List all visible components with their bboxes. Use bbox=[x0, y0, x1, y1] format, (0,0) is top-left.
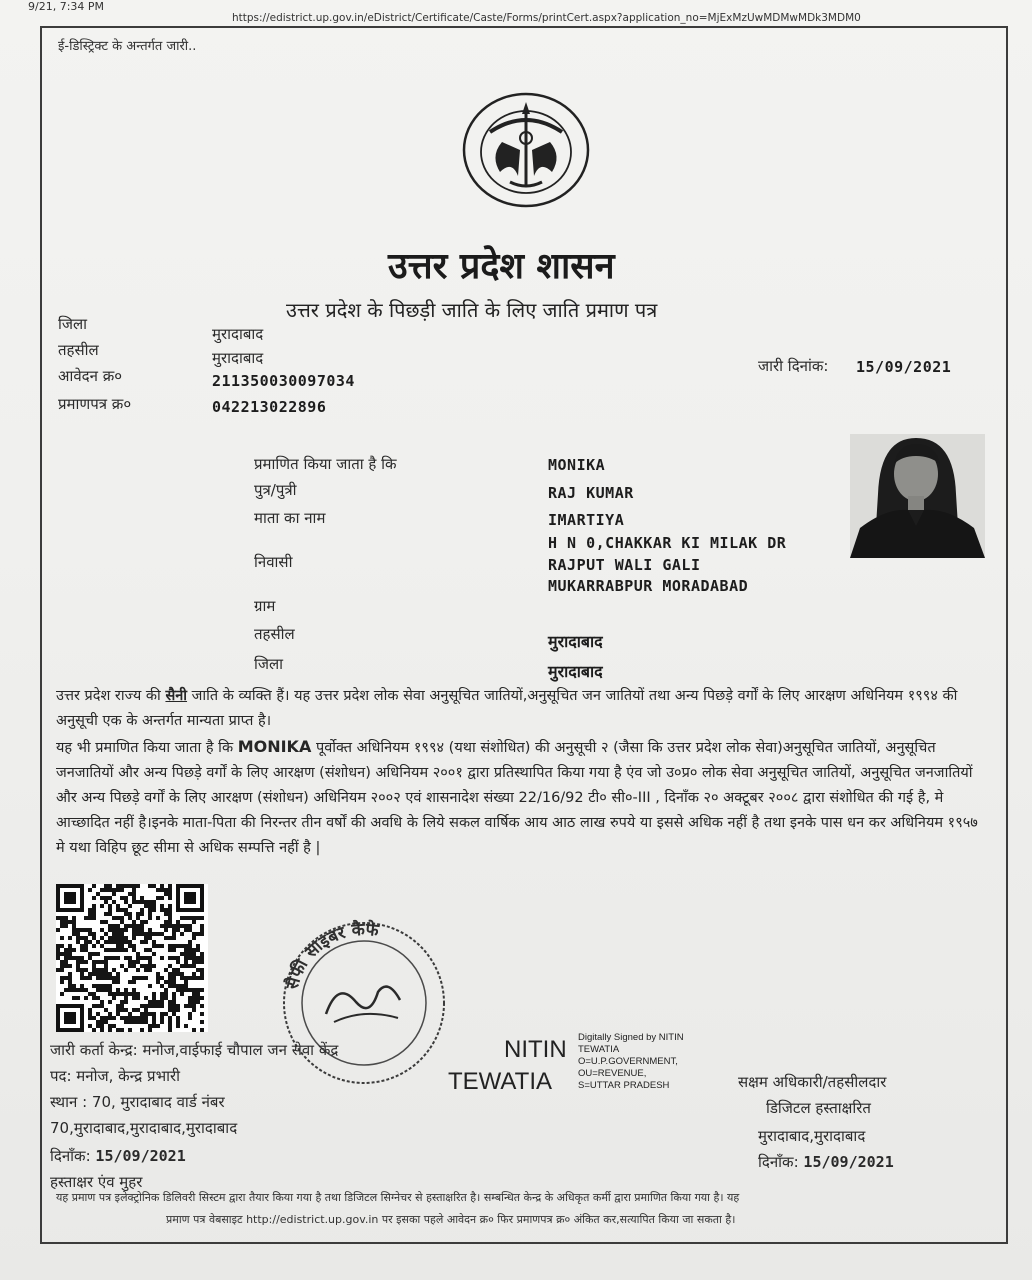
certificate-no-label: प्रमाणपत्र क्र० bbox=[58, 395, 132, 413]
issuer-place: स्थान : 70, मुरादाबाद वार्ड नंबर bbox=[50, 1093, 225, 1111]
officer-place: मुरादाबाद,मुरादाबाद bbox=[758, 1127, 866, 1145]
signature-detail-1: Digitally Signed by NITIN bbox=[578, 1032, 684, 1043]
signature-detail-2: TEWATIA bbox=[578, 1044, 620, 1055]
income-declaration-paragraph: यह भी प्रमाणित किया जाता है कि MONIKA पूर्वोक्त अधिनियम १९९४ (यथा संशोधित) की अनुसूची २ (जैसा कि उत्तर प्रदेश लोक सेवा)अनुसूचित जातियों, अनुसूचित जनजातियों और अन्य पिछड़े वर्गों के लिए आरक्षण (संशोधन) अधिनियम २००१ द्वारा प्रतिस्थापित किया गया है एंव जो उ०प्र० लोक सेवा अनुसूचित जातियों, अनुसूचित जनजातियों और अन्य पिछड़े वर्गों के लिए आरक्षण (संशोधन) अधिनियम २००२ एवं शासनादेश संख्या 22/16/92 टी० सी०-III , दिनाँक २० अक्टूबर २००८ द्वारा संशोधित की गई है, मे आच्छादित नहीं है।इनके माता-पिता की निरन्तर तीन वर्षों की अवधि के लिये सकल वार्षिक आय आठ लाख रुपये या इससे अधिक नहीं है तथा इनके पास धन कर अधिनियम १९५७ मे यथा विहिप छूट सीमा से अधिक सम्पत्ति नहीं है | bbox=[56, 737, 978, 856]
address-line-2: RAJPUT WALI GALI bbox=[548, 556, 701, 574]
print-timestamp: 9/21, 7:34 PM bbox=[28, 0, 105, 13]
certificate-no-value: 042213022896 bbox=[212, 398, 327, 416]
village-label: ग्राम bbox=[254, 597, 276, 615]
caste-declaration-paragraph: उत्तर प्रदेश राज्य की सैनी जाति के व्यक्ति हैं। यह उत्तर प्रदेश लोक सेवा अनुसूचित जातियों,अनुसूचित जन जातियों तथा अन्य पिछड़े वर्गों के लिए आरक्षण अधिनियम १९९४ की अनुसूची एक के अन्तर्गत मान्यता प्राप्त है। bbox=[56, 688, 958, 729]
officer-signed: डिजिटल हस्ताक्षरित bbox=[766, 1099, 871, 1117]
caste-name: सैनी bbox=[165, 688, 188, 704]
officer-date: दिनाँक: 15/09/2021 bbox=[758, 1153, 894, 1171]
applicant-photo bbox=[850, 434, 985, 558]
issuer-address: 70,मुरादाबाद,मुरादाबाद,मुरादाबाद bbox=[50, 1119, 238, 1137]
issuer-post: पद: मनोज, केन्द्र प्रभारी bbox=[50, 1067, 181, 1085]
mother-name: IMARTIYA bbox=[548, 511, 625, 529]
certified-label: प्रमाणित किया जाता है कि bbox=[254, 455, 397, 473]
issuer-center: जारी कर्ता केन्द्र: मनोज,वाईफाई चौपाल जन सेवा केंद्र bbox=[50, 1041, 339, 1059]
mother-label: माता का नाम bbox=[254, 509, 326, 527]
page-title: उत्तर प्रदेश शासन bbox=[388, 245, 615, 287]
details-tehsil-label: तहसील bbox=[254, 625, 295, 643]
address-line-3: MUKARRABPUR MORADABAD bbox=[548, 577, 749, 595]
signer-name-line-1: NITIN bbox=[504, 1036, 567, 1063]
footer-line-2: प्रमाण पत्र वेबसाइट http://edistrict.up.gov.in पर इसका पहले आवेदन क्र० फिर प्रमाणपत्र क्र० अंकित कर,सत्यापित किया जा सकता है। bbox=[166, 1213, 736, 1226]
print-url: https://edistrict.up.gov.in/eDistrict/Certificate/Caste/Forms/printCert.aspx?application_no=MjExMzUwMDMwMDk3MDM0 bbox=[232, 12, 861, 24]
district-label: जिला bbox=[58, 315, 88, 333]
details-tehsil-value: मुरादाबाद bbox=[548, 632, 603, 651]
address-line-1: H N 0,CHAKKAR KI MILAK DR bbox=[548, 534, 787, 552]
details-district-value: मुरादाबाद bbox=[548, 662, 603, 681]
footer-line-1: यह प्रमाण पत्र इलेक्ट्रोनिक डिलिवरी सिस्टम द्वारा तैयार किया गया है तथा डिजिटल सिग्नेचर से हस्ताक्षरित है। सम्बन्धित केन्द्र के अधिकृत कर्मी द्वारा प्रमाणित किया गया है। यह bbox=[56, 1191, 740, 1204]
tehsil-label: तहसील bbox=[58, 341, 99, 359]
district-value: मुरादाबाद bbox=[212, 325, 264, 343]
signature-detail-3: O=U.P.GOVERNMENT, bbox=[578, 1056, 678, 1067]
esign-note: ई-डिस्ट्रिक्ट के अन्तर्गत जारी.. bbox=[58, 39, 197, 54]
qr-code bbox=[56, 884, 208, 1032]
application-no-value: 211350030097034 bbox=[212, 372, 355, 390]
signer-name-line-2: TEWATIA bbox=[448, 1068, 552, 1095]
issuer-sign-label: हस्ताक्षर एंव मुहर bbox=[50, 1173, 143, 1191]
signature-detail-4: OU=REVENUE, bbox=[578, 1068, 647, 1079]
signature-detail-5: S=UTTAR PRADESH bbox=[578, 1080, 670, 1091]
details-district-label: जिला bbox=[254, 655, 284, 673]
officer-title: सक्षम अधिकारी/तहसीलदार bbox=[738, 1073, 887, 1091]
issue-date-label: जारी दिनांक: bbox=[758, 357, 829, 375]
child-of-label: पुत्र/पुत्री bbox=[254, 481, 297, 499]
center-seal-stamp bbox=[278, 918, 450, 1088]
tehsil-value: मुरादाबाद bbox=[212, 349, 264, 367]
application-no-label: आवेदन क्र० bbox=[58, 367, 123, 385]
father-name: RAJ KUMAR bbox=[548, 484, 634, 502]
declaration-applicant-name: MONIKA bbox=[237, 737, 312, 756]
resident-label: निवासी bbox=[254, 553, 293, 571]
applicant-name: MONIKA bbox=[548, 456, 606, 474]
svg-text:सैफी साइबर कैफे: सैफी साइबर कैफे bbox=[282, 919, 380, 992]
issuer-date: दिनाँक: 15/09/2021 bbox=[50, 1147, 186, 1165]
issue-date-value: 15/09/2021 bbox=[856, 358, 952, 376]
up-government-emblem-icon bbox=[460, 90, 592, 210]
page-subtitle: उत्तर प्रदेश के पिछड़ी जाति के लिए जाति प्रमाण पत्र bbox=[286, 298, 658, 322]
